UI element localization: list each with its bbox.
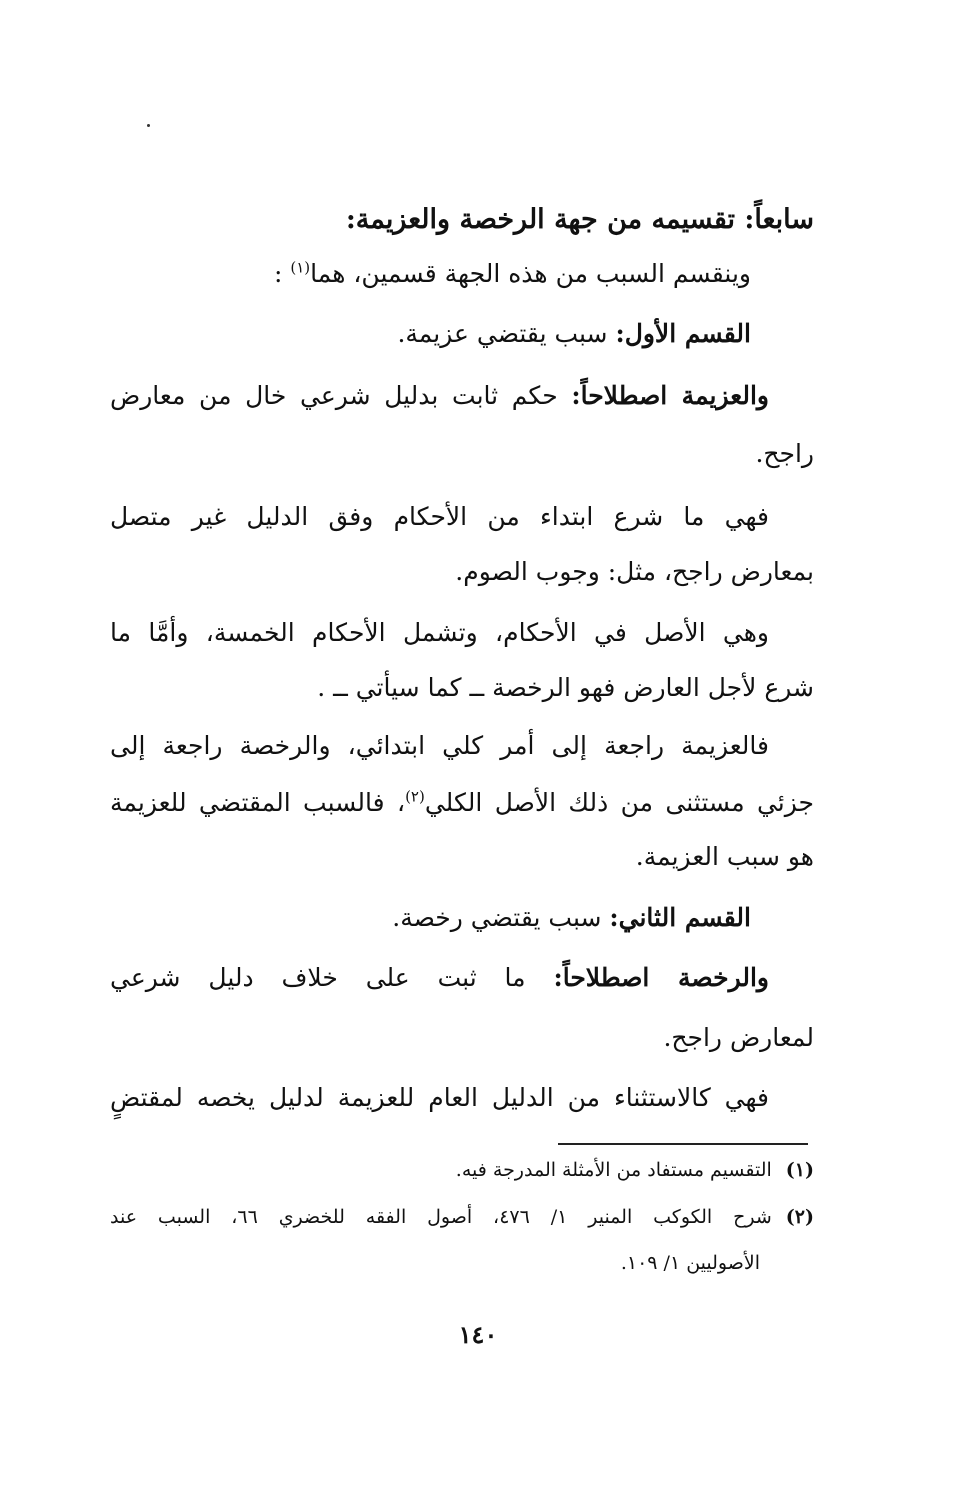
azima-def-line2: راجح. [755, 439, 814, 468]
footnote-1-number: (١) [785, 1159, 814, 1181]
para3-line1 [110, 726, 814, 766]
footnote-2-text: شرح الكوكب المنير ١/ ٤٧٦، أصول الفقه للخضري ٦٦، السبب عند [110, 1206, 772, 1228]
para4-line1-text: فهي كالاستثناء من الدليل العام للعزيمة لدليل يخصه لمقتضٍ [110, 1083, 769, 1112]
para4-line1 [110, 1078, 814, 1118]
section-one-text: سبب يقتضي عزيمة. [397, 319, 608, 348]
para2-line1-text: وهي الأصل في الأحكام، وتشمل الأحكام الخمسة، وأمَّا ما [110, 618, 769, 647]
footnote-ref-2: (٢) [405, 787, 425, 806]
rukhsa-def-text: ما ثبت على خلاف دليل شرعي [110, 963, 526, 992]
heading-label: سابعاً: [744, 204, 814, 235]
rukhsa-def-line2: لمعارض راجح. [663, 1023, 814, 1052]
footnote-2 [110, 1202, 814, 1232]
footnote-2-line2: الأصوليين ١/ ١٠٩. [620, 1252, 760, 1274]
para3-line2b: ، فالسبب المقتضي للعزيمة [110, 788, 406, 817]
intro-tail: : [273, 259, 283, 288]
section-one [397, 314, 751, 354]
para3-line2a: جزئي مستثنى من ذلك الأصل الكلي [424, 788, 815, 817]
azima-def-line1 [110, 376, 814, 416]
footnote-ref-1: (١) [290, 258, 311, 277]
footnote-1 [456, 1155, 814, 1185]
page-number: ١٤٠ [458, 1320, 498, 1349]
intro-line [274, 254, 751, 294]
intro-text: وينقسم السبب من هذه الجهة قسمين، هما [310, 259, 751, 288]
footnote-1-text: التقسيم مستفاد من الأمثلة المدرجة فيه. [455, 1159, 772, 1181]
para1-line2: بمعارض راجح، مثل: وجوب الصوم. [455, 557, 814, 586]
heading-title: تقسيمه من جهة الرخصة والعزيمة: [345, 204, 735, 235]
azima-def-text: حكم ثابت بدليل شرعي خال من معارض [110, 381, 558, 410]
para3-line1-text: فالعزيمة راجعة إلى أمر كلي ابتدائي، والرخصة راجعة إلى [110, 731, 769, 760]
rukhsa-def-label: والرخصة اصطلاحاً: [553, 963, 769, 992]
section-two [392, 898, 751, 938]
para1-line1-text: فهي ما شرع ابتداء من الأحكام وفق الدليل غير متصل [110, 502, 769, 531]
rukhsa-def-line1 [110, 958, 814, 998]
para1-line1 [110, 497, 814, 537]
section-heading [346, 200, 814, 240]
section-two-text: سبب يقتضي رخصة. [392, 903, 602, 932]
section-one-label: القسم الأول: [615, 319, 751, 348]
para3-line2 [110, 783, 814, 823]
para2-line1 [110, 613, 814, 653]
azima-def-label: والعزيمة اصطلاحاً: [571, 381, 769, 410]
para2-line2: شرع لأجل العارض فهو الرخصة ــ كما سيأتي ــ . [317, 673, 814, 702]
footnote-2-number: (٢) [785, 1206, 814, 1228]
para3-line3: هو سبب العزيمة. [635, 842, 814, 871]
footnote-divider [558, 1143, 808, 1145]
section-two-label: القسم الثاني: [609, 903, 751, 932]
scan-speck [147, 124, 150, 127]
